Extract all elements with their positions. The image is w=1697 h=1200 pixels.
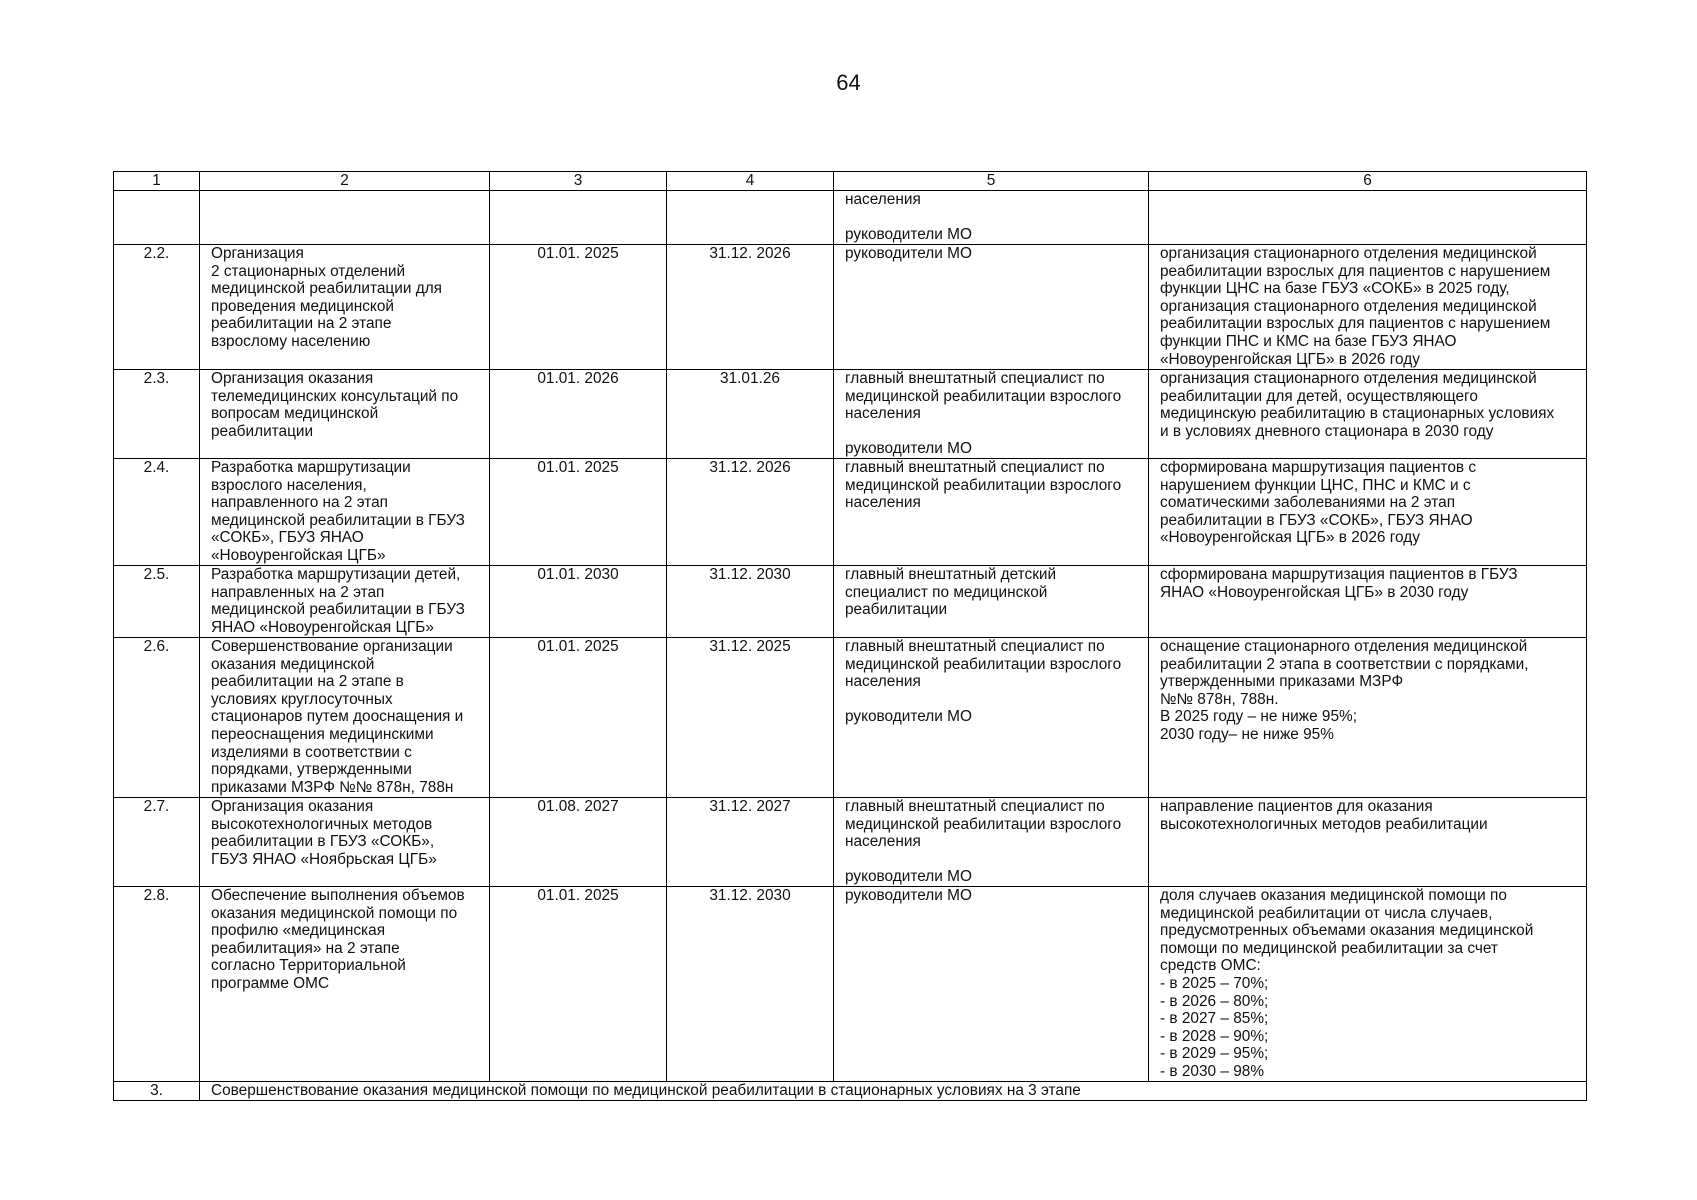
table-row [114, 798, 1587, 887]
end-date: 31.12. 2030 [667, 887, 834, 1082]
end-date: 31.12. 2030 [667, 566, 834, 638]
header-cell: 5 [834, 172, 1149, 191]
responsible: главный внештатный специалист по медицинской реабилитации взрослого населения [834, 459, 1149, 566]
expected-result: организация стационарного отделения медицинской реабилитации взрослых для пациентов с нарушением функции ЦНС на базе ГБУЗ «СОКБ» в 2025 году, организация стационарного отделения медицинской реабилитации взрослых для пациентов с нарушением функции ПНС и КМС на базе ГБУЗ ЯНАО «Новоуренгойская ЦГБ» в 2026 году [1149, 245, 1587, 370]
expected-result: сформирована маршрутизация пациентов с нарушением функции ЦНС, ПНС и КМС и с соматическими заболеваниями на 2 этап реабилитации в ГБУЗ «СОКБ», ГБУЗ ЯНАО «Новоуренгойская ЦГБ» в 2026 году [1149, 459, 1587, 566]
start-date: 01.01. 2026 [490, 370, 667, 459]
header-cell: 1 [114, 172, 200, 191]
table-row [114, 638, 1587, 798]
expected-result: оснащение стационарного отделения медицинской реабилитации 2 этапа в соответствии с порядками, утвержденными приказами МЗРФ №№ 878н, 788н. В 2025 году – не ниже 95%; 2030 году– не ниже 95% [1149, 638, 1587, 798]
row-number [114, 191, 200, 245]
row-number: 2.2. [114, 245, 200, 370]
header-cell: 4 [667, 172, 834, 191]
activity-name [200, 191, 490, 245]
table-row [114, 566, 1587, 638]
activities-table [113, 171, 1587, 1101]
table-row [114, 887, 1587, 1082]
start-date: 01.01. 2025 [490, 459, 667, 566]
start-date: 01.01. 2030 [490, 566, 667, 638]
responsible: главный внештатный специалист по медицинской реабилитации взрослого населения руководители МО [834, 370, 1149, 459]
row-number: 2.6. [114, 638, 200, 798]
expected-result: сформирована маршрутизация пациентов в ГБУЗ ЯНАО «Новоуренгойская ЦГБ» в 2030 году [1149, 566, 1587, 638]
end-date: 31.12. 2026 [667, 245, 834, 370]
row-number: 2.3. [114, 370, 200, 459]
activity-name: Разработка маршрутизации детей, направленных на 2 этап медицинской реабилитации в ГБУЗ ЯНАО «Новоуренгойская ЦГБ» [200, 566, 490, 638]
expected-result: доля случаев оказания медицинской помощи по медицинской реабилитации от числа случаев, предусмотренных объемами оказания медицинской помощи по медицинской реабилитации за счет средств ОМС: - в 2025 – 70%; - в 2026 – 80%; - в 2027 – 85%; - в 2028 – 90%; - в 2029 – 95%; - в 2030 – 98% [1149, 887, 1587, 1082]
section-number: 3. [114, 1082, 200, 1101]
activity-name: Организация оказания телемедицинских консультаций по вопросам медицинской реабилитации [200, 370, 490, 459]
page-number: 64 [836, 70, 861, 95]
responsible: главный внештатный специалист по медицинской реабилитации взрослого населения руководители МО [834, 798, 1149, 887]
header-cell: 3 [490, 172, 667, 191]
responsible: руководители МО [834, 887, 1149, 1082]
expected-result [1149, 191, 1587, 245]
section-row [114, 1082, 1587, 1101]
end-date [667, 191, 834, 245]
row-number: 2.8. [114, 887, 200, 1082]
end-date: 31.12. 2025 [667, 638, 834, 798]
header-cell: 6 [1149, 172, 1587, 191]
activity-name: Совершенствование организации оказания медицинской реабилитации на 2 этапе в условиях круглосуточных стационаров путем дооснащения и переоснащения медицинскими изделиями в соответствии с порядками, утвержденными приказами МЗРФ №№ 878н, 788н [200, 638, 490, 798]
start-date: 01.01. 2025 [490, 245, 667, 370]
start-date: 01.01. 2025 [490, 638, 667, 798]
row-number: 2.4. [114, 459, 200, 566]
expected-result: направление пациентов для оказания высокотехнологичных методов реабилитации [1149, 798, 1587, 887]
responsible: главный внештатный детский специалист по медицинской реабилитации [834, 566, 1149, 638]
section-title: Совершенствование оказания медицинской помощи по медицинской реабилитации в стационарных условиях на 3 этапе [200, 1082, 1587, 1101]
expected-result: организация стационарного отделения медицинской реабилитации для детей, осуществляющего медицинскую реабилитацию в стационарных условиях и в условиях дневного стационара в 2030 году [1149, 370, 1587, 459]
end-date: 31.12. 2026 [667, 459, 834, 566]
activity-name: Разработка маршрутизации взрослого населения, направленного на 2 этап медицинской реабилитации в ГБУЗ «СОКБ», ГБУЗ ЯНАО «Новоуренгойская ЦГБ» [200, 459, 490, 566]
end-date: 31.12. 2027 [667, 798, 834, 887]
table-row [114, 245, 1587, 370]
table-row [114, 370, 1587, 459]
activity-name: Организация 2 стационарных отделений медицинской реабилитации для проведения медицинской реабилитации на 2 этапе взрослому населению [200, 245, 490, 370]
activity-name: Организация оказания высокотехнологичных методов реабилитации в ГБУЗ «СОКБ», ГБУЗ ЯНАО «Ноябрьская ЦГБ» [200, 798, 490, 887]
responsible: руководители МО [834, 245, 1149, 370]
table-row [114, 459, 1587, 566]
header-cell: 2 [200, 172, 490, 191]
row-number: 2.5. [114, 566, 200, 638]
start-date: 01.01. 2025 [490, 887, 667, 1082]
start-date [490, 191, 667, 245]
row-number: 2.7. [114, 798, 200, 887]
end-date: 31.01.26 [667, 370, 834, 459]
table-header-row [114, 172, 1587, 191]
table-row [114, 191, 1587, 245]
activity-name: Обеспечение выполнения объемов оказания медицинской помощи по профилю «медицинская реабилитация» на 2 этапе согласно Территориальной программе ОМС [200, 887, 490, 1082]
start-date: 01.08. 2027 [490, 798, 667, 887]
responsible: главный внештатный специалист по медицинской реабилитации взрослого населения руководители МО [834, 638, 1149, 798]
responsible: населения руководители МО [834, 191, 1149, 245]
